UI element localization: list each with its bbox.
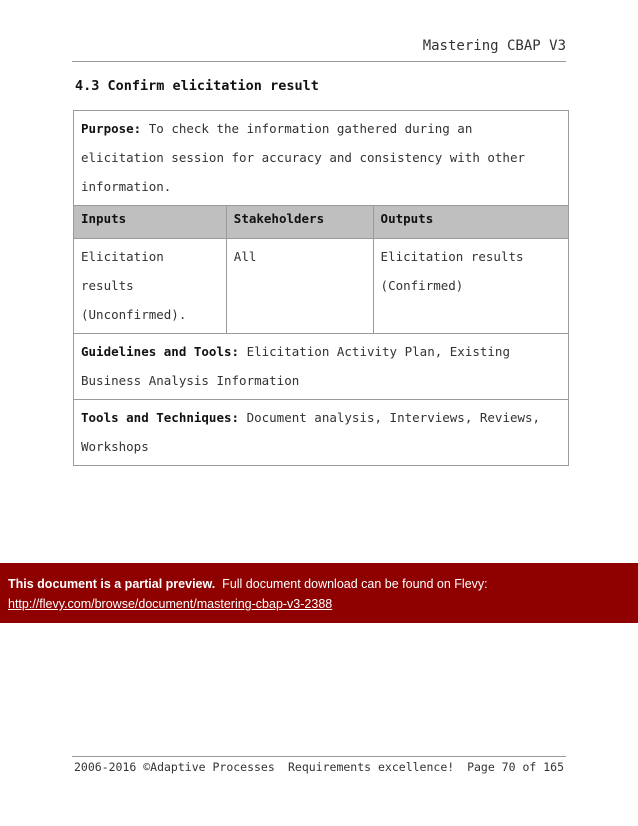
page-header-title: Mastering CBAP V3 (422, 38, 566, 54)
column-header-row (74, 206, 569, 239)
purpose-label: Purpose: (81, 121, 142, 136)
column-header: Inputs (74, 206, 227, 239)
guidelines-row (74, 334, 569, 400)
stakeholders-cell: All (226, 239, 373, 334)
preview-notice-bold: This document is a partial preview. (8, 577, 216, 591)
preview-banner (0, 563, 638, 623)
column-header: Outputs (373, 206, 568, 239)
task-summary-table (73, 110, 569, 466)
techniques-cell (74, 400, 569, 466)
inputs-cell: Elicitation results (Unconfirmed). (74, 239, 227, 334)
techniques-label: Tools and Techniques: (81, 410, 240, 425)
preview-notice (8, 577, 488, 591)
purpose-cell (74, 111, 569, 206)
footer-page-number: Page 70 of 165 (467, 760, 564, 774)
preview-notice-text: Full document download can be found on Flevy: (215, 577, 488, 591)
footer-divider (72, 756, 566, 757)
guidelines-label: Guidelines and Tools: (81, 344, 240, 359)
purpose-text: To check the information gathered during an elicitation session for accuracy and consistency with other information. (81, 121, 526, 194)
download-link[interactable]: http://flevy.com/browse/document/mastering-cbap-v3-2388 (8, 597, 333, 611)
purpose-row (74, 111, 569, 206)
table-row (74, 239, 569, 334)
column-header: Stakeholders (226, 206, 373, 239)
footer-copyright: 2006-2016 ©Adaptive Processes (74, 760, 275, 774)
techniques-row (74, 400, 569, 466)
guidelines-text: Elicitation Activity Plan, Existing Business Analysis Information (81, 344, 510, 388)
footer-tagline: Requirements excellence! (288, 760, 455, 774)
header-divider (72, 61, 566, 62)
techniques-text: Document analysis, Interviews, Reviews, Workshops (81, 410, 541, 454)
outputs-cell: Elicitation results (Confirmed) (373, 239, 568, 334)
guidelines-cell (74, 334, 569, 400)
section-title: 4.3 Confirm elicitation result (75, 78, 319, 94)
